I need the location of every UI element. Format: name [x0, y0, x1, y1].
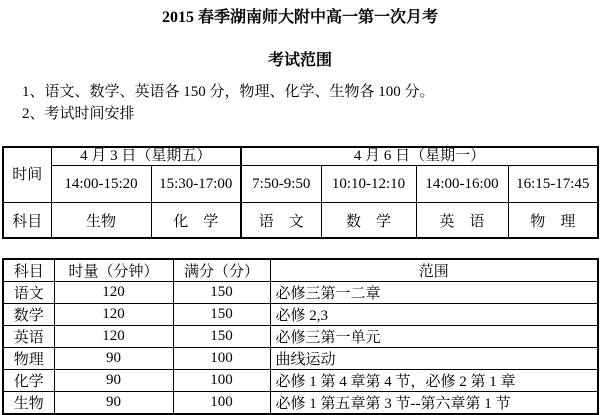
note-subject-scores: 1、语文、数学、英语各 150 分，物理、化学、生物各 100 分。 — [22, 84, 435, 100]
table-row-physics — [3, 348, 598, 370]
range-cell: 必修三第一二章 — [270, 282, 598, 304]
range-cell: 必修 1 第五章第 3 节--第六章第 1 节 — [270, 392, 598, 415]
table-row-math — [3, 304, 598, 326]
subject-cell: 语 文 — [241, 203, 321, 239]
range-cell: 必修三第一单元 — [270, 326, 598, 348]
table-row-english — [3, 326, 598, 348]
subject-cell: 化学 — [3, 370, 54, 392]
table-row-subjects — [3, 203, 598, 239]
full-score-cell: 100 — [173, 348, 270, 370]
column-header-range: 范围 — [270, 259, 598, 282]
table-row-time-slots — [3, 166, 598, 203]
range-cell: 曲线运动 — [270, 348, 598, 370]
full-score-cell: 100 — [173, 392, 270, 415]
exam-schedule-table — [2, 146, 599, 239]
subject-cell: 化 学 — [151, 203, 241, 239]
time-slot-cell: 16:15-17:45 — [508, 166, 598, 203]
subject-cell: 物 理 — [508, 203, 598, 239]
full-score-cell: 150 — [173, 282, 270, 304]
time-slot-cell: 10:10-12:10 — [321, 166, 416, 203]
table-header-row — [3, 259, 598, 282]
exam-notice-page — [0, 8, 600, 415]
date-group-friday: 4 月 3 日（星期五） — [51, 147, 241, 166]
time-slot-cell: 7:50-9:50 — [241, 166, 321, 203]
date-group-monday: 4 月 6 日（星期一） — [241, 147, 598, 166]
duration-cell: 120 — [54, 304, 173, 326]
subject-cell: 生物 — [51, 203, 151, 239]
time-slot-cell: 14:00-15:20 — [51, 166, 151, 203]
full-score-cell: 150 — [173, 304, 270, 326]
full-score-cell: 150 — [173, 326, 270, 348]
subject-cell: 数学 — [3, 304, 54, 326]
note-exam-time-arrangement: 2、考试时间安排 — [22, 106, 135, 122]
subject-cell: 英 语 — [416, 203, 508, 239]
exam-scope-table — [2, 258, 599, 415]
range-cell: 必修 1 第 4 章第 4 节，必修 2 第 1 章 — [270, 370, 598, 392]
section-title-exam-scope: 考试范围 — [267, 52, 332, 69]
time-slot-cell: 14:00-16:00 — [416, 166, 508, 203]
subject-cell: 语文 — [3, 282, 54, 304]
subject-cell: 数 学 — [321, 203, 416, 239]
table-row-biology — [3, 392, 598, 415]
duration-cell: 90 — [54, 392, 173, 415]
duration-cell: 90 — [54, 348, 173, 370]
duration-cell: 120 — [54, 326, 173, 348]
subject-cell: 物理 — [3, 348, 54, 370]
full-score-cell: 100 — [173, 370, 270, 392]
range-cell: 必修 2,3 — [270, 304, 598, 326]
subject-cell: 生物 — [3, 392, 54, 415]
column-header-subject: 科目 — [3, 259, 54, 282]
duration-cell: 120 — [54, 282, 173, 304]
column-header-duration: 时量（分钟） — [54, 259, 173, 282]
duration-cell: 90 — [54, 370, 173, 392]
table-row-chemistry — [3, 370, 598, 392]
column-header-full-score: 满分（分） — [173, 259, 270, 282]
page-title: 2015 春季湖南师大附中高一第一次月考 — [161, 9, 438, 26]
row-header-time: 时间 — [3, 147, 51, 203]
row-header-subject: 科目 — [3, 203, 51, 239]
table-row-dates — [3, 147, 598, 166]
table-row-chinese — [3, 282, 598, 304]
time-slot-cell: 15:30-17:00 — [151, 166, 241, 203]
subject-cell: 英语 — [3, 326, 54, 348]
